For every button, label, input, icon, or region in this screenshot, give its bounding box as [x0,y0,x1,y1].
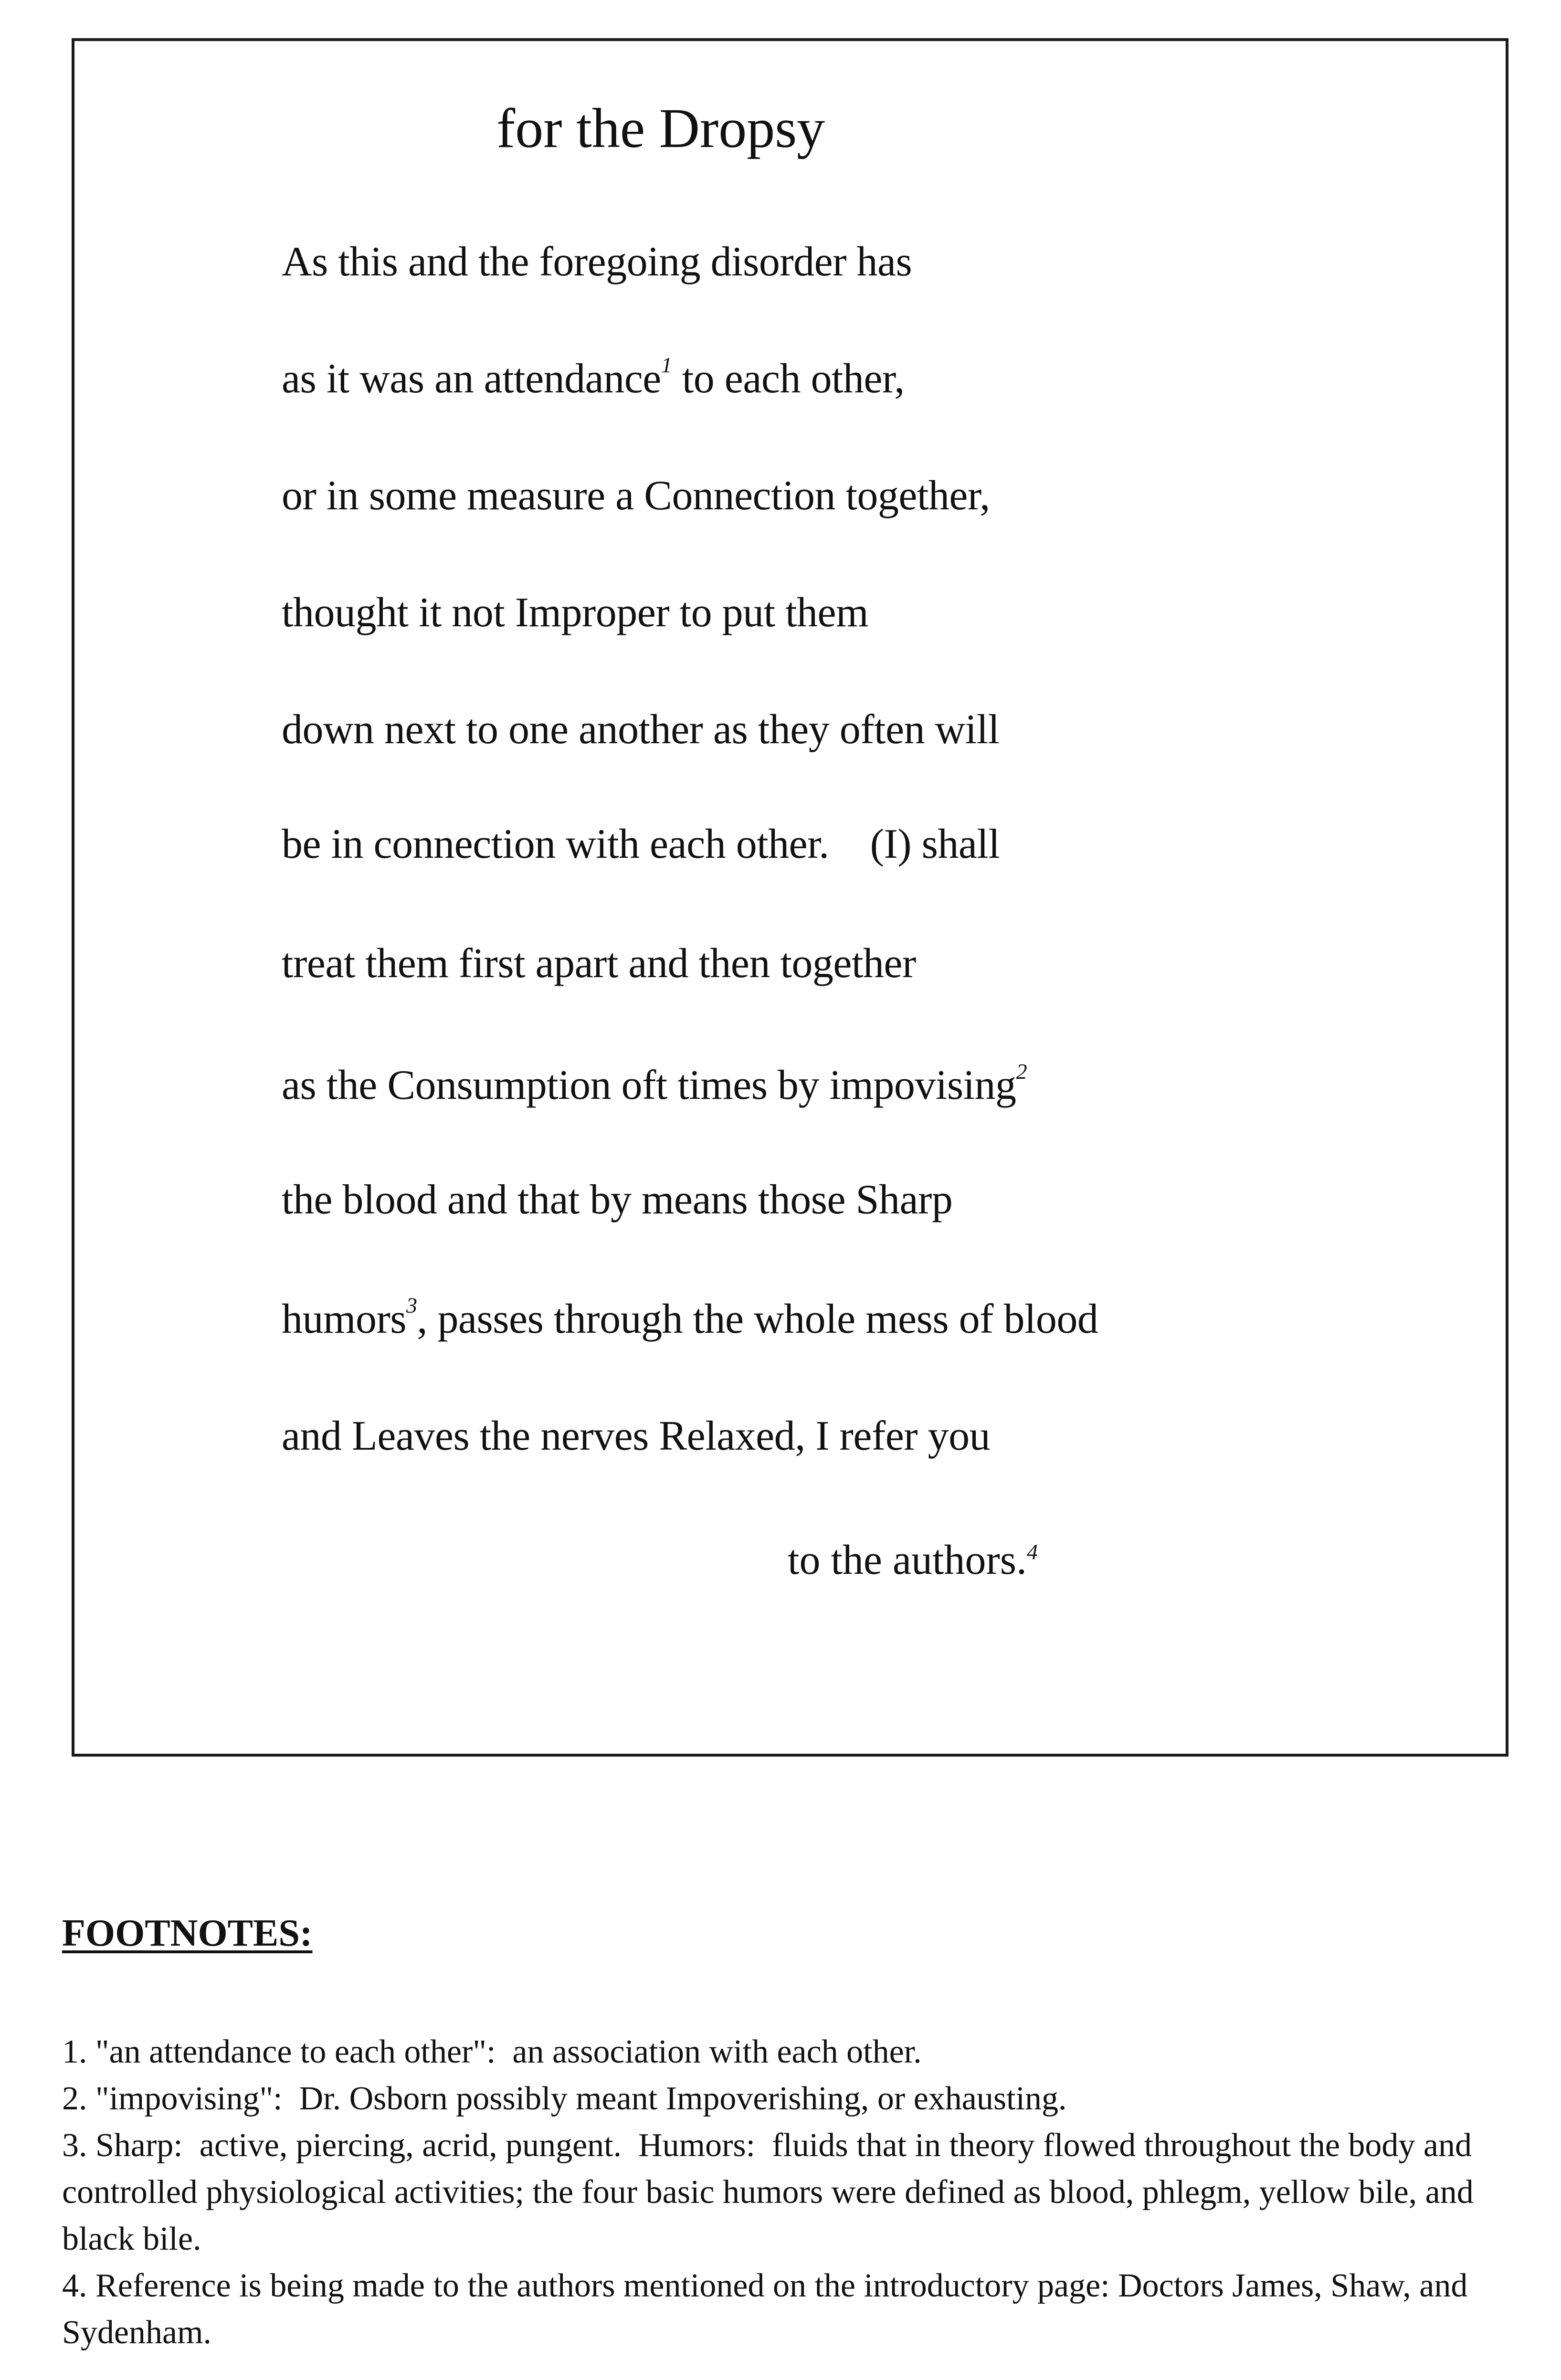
body-line: thought it not Improper to put them [282,590,869,636]
footnote-ref-3[interactable]: 3 [406,1293,417,1317]
body-line: be in connection with each other. (I) shall [282,821,1000,867]
footnotes-heading: FOOTNOTES: [62,1912,313,1954]
body-line: As this and the foregoing disorder has [282,239,912,285]
body-line: treat them first apart and then together [282,940,916,987]
footnotes-list [62,2029,1542,2356]
footnote-ref-1[interactable]: 1 [661,352,672,377]
body-line: humors$^3$, passes through the whole mess of blood [282,1293,1098,1342]
body-line: as it was an attendance$^1$ to each other, [282,352,905,402]
footnote-item: 4. Reference is being made to the authors mentioned on the introductory page: Doctors James, Shaw, and Sydenham. [62,2267,1476,2351]
footnote-item: 2. "impovising": Dr. Osborn possibly meant Impoverishing, or exhausting. [62,2080,1067,2117]
transcription-box [72,38,1508,1757]
footnote-ref-2[interactable]: 2 [1016,1059,1027,1084]
footnote-ref-4[interactable]: 4 [1027,1539,1038,1564]
footnote-item: 3. Sharp: active, piercing, acrid, pungent. Humors: fluids that in theory flowed throughout the body and controlled physiological activities; the four basic humors were defined as blood, phlegm, yellow bile, and black bile. [62,2127,1482,2257]
body-line: down next to one another as they often will [282,706,1000,753]
footnote-item: 1. "an attendance to each other": an association with each other. [62,2033,922,2070]
closing-line: to the authors.$^4$ [788,1537,1038,1583]
body-line: and Leaves the nerves Relaxed, I refer you [282,1413,991,1459]
page-title: for the Dropsy [496,97,825,159]
body-line: the blood and that by means those Sharp [282,1177,953,1223]
body-line: or in some measure a Connection together, [282,473,990,519]
body-line: as the Consumption oft times by impovising$^2$ [282,1059,1027,1108]
